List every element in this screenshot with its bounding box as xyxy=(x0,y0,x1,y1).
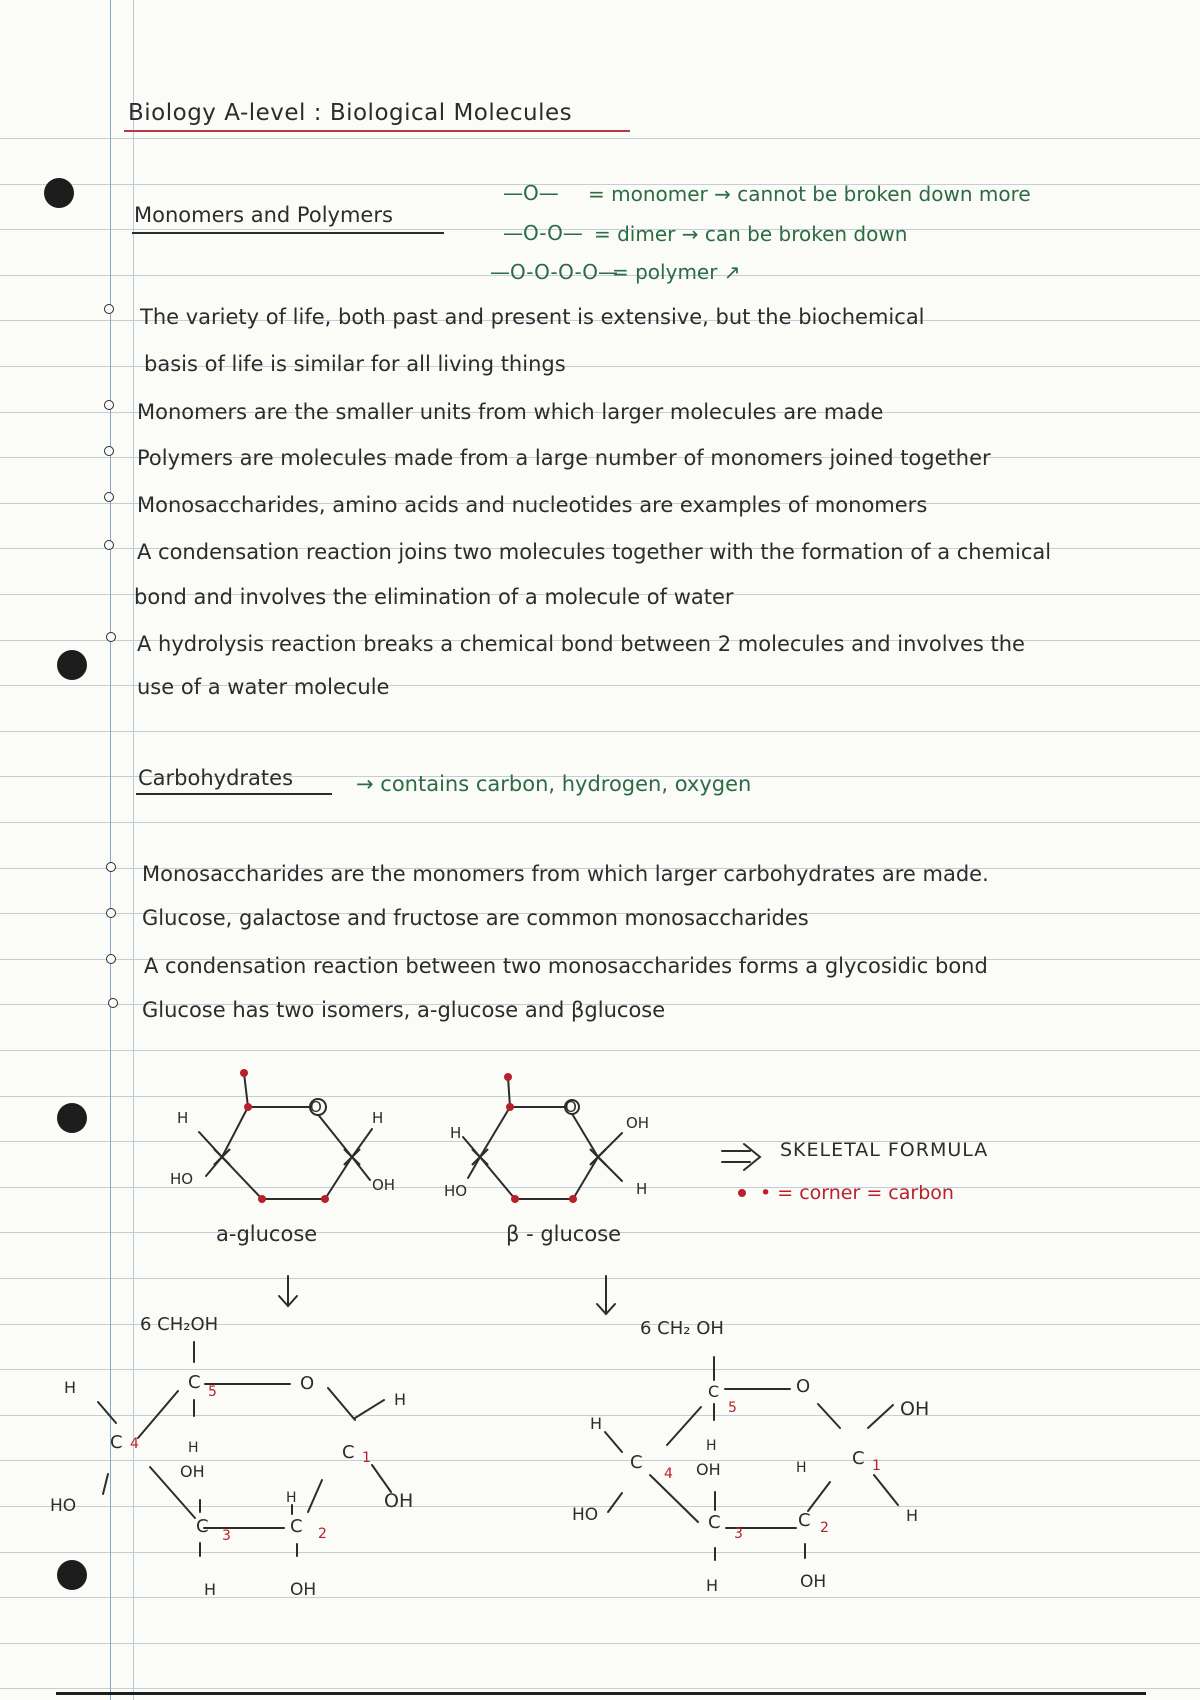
alpha-ring-oxygen-label: O xyxy=(300,1373,315,1394)
legend-text: = monomer → cannot be broken down more xyxy=(588,182,1031,206)
bullet-text: Polymers are molecules made from a large number of monomers joined together xyxy=(137,446,991,470)
bullet-text: Monosaccharides, amino acids and nucleotides are examples of monomers xyxy=(137,493,928,517)
alpha-c1-number: 1 xyxy=(362,1450,371,1466)
bullet-text: A hydrolysis reaction breaks a chemical bond between 2 molecules and involves the xyxy=(137,632,1025,656)
beta-h-c1: H xyxy=(906,1506,919,1525)
bullet-text: Monomers are the smaller units from which larger molecules are made xyxy=(137,400,884,424)
beta-h-outer: H xyxy=(590,1414,603,1433)
bullet-text: A condensation reaction joins two molecules together with the formation of a chemical xyxy=(137,540,1052,564)
bullet-text: A condensation reaction between two monosaccharides forms a glycosidic bond xyxy=(144,954,988,978)
section-heading-carbohydrates: Carbohydrates xyxy=(138,766,294,790)
alpha-h-left-label: H xyxy=(177,1109,189,1127)
alpha-c4: C xyxy=(110,1432,123,1453)
alpha-down-arrow-line xyxy=(279,1276,297,1306)
alpha-h-c1: H xyxy=(394,1390,407,1409)
alpha-ring-o-label: O xyxy=(310,1098,322,1116)
alpha-c3-number: 3 xyxy=(222,1528,231,1544)
bullet-text: Glucose has two isomers, a-glucose and βglucose xyxy=(142,998,666,1022)
beta-ho: HO xyxy=(572,1505,599,1525)
beta-c1: C xyxy=(852,1448,865,1469)
beta-c4: C xyxy=(630,1452,643,1473)
beta-oh-label: OH xyxy=(626,1114,650,1132)
legend-symbol: —O— xyxy=(503,181,559,205)
beta-ho-label: HO xyxy=(444,1182,468,1200)
alpha-h-outer: H xyxy=(64,1378,77,1397)
alpha-ho: HO xyxy=(50,1496,77,1516)
legend-symbol: —O-O-O-O— xyxy=(490,260,618,284)
alpha-h-right-label: H xyxy=(372,1109,384,1127)
beta-c2-number: 2 xyxy=(820,1520,829,1536)
alpha-c2: C xyxy=(290,1516,303,1537)
alpha-h-c2: H xyxy=(286,1490,297,1506)
bullet-text-continued: basis of life is similar for all living things xyxy=(144,352,566,376)
beta-c2: C xyxy=(798,1510,811,1531)
beta-skeletal-ring xyxy=(463,1077,622,1199)
alpha-skeletal-ring xyxy=(199,1073,372,1199)
beta-h-left-label: H xyxy=(450,1124,462,1142)
beta-ring-o-label: O xyxy=(565,1098,577,1116)
bullet-text: Monosaccharides are the monomers from which larger carbohydrates are made. xyxy=(142,862,989,886)
legend-text: = dimer → can be broken down xyxy=(594,222,908,246)
legend-symbol: —O-O— xyxy=(503,221,583,245)
bullet-text-continued: bond and involves the elimination of a molecule of water xyxy=(134,585,734,609)
bullet-text: Glucose, galactose and fructose are common monosaccharides xyxy=(142,906,809,930)
alpha-c3: C xyxy=(196,1516,209,1537)
beta-c4-number: 4 xyxy=(664,1466,673,1482)
beta-glucose-caption: β - glucose xyxy=(506,1222,622,1246)
beta-down-arrow-line xyxy=(597,1276,615,1314)
alpha-ch2oh: 6 CH₂OH xyxy=(140,1314,219,1335)
beta-c5: C xyxy=(708,1382,720,1401)
alpha-c2-number: 2 xyxy=(318,1526,327,1542)
beta-oh-c4: OH xyxy=(696,1460,721,1479)
bullet-text-continued: use of a water molecule xyxy=(137,675,390,699)
alpha-h-c3: H xyxy=(204,1580,217,1599)
beta-h-c3: H xyxy=(706,1576,719,1595)
alpha-oh-c1: OH xyxy=(384,1490,414,1512)
alpha-c5-number: 5 xyxy=(208,1384,217,1400)
alpha-h-c4: H xyxy=(188,1440,199,1456)
bottom-edge-line xyxy=(56,1692,1146,1695)
alpha-oh-c2: OH xyxy=(290,1580,317,1600)
alpha-oh-c4: OH xyxy=(180,1462,205,1481)
beta-oh-c2: OH xyxy=(800,1572,827,1592)
beta-ch2oh: 6 CH₂ OH xyxy=(640,1318,724,1339)
ring-x-marks xyxy=(214,1149,606,1165)
carbohydrates-subtitle: → contains carbon, hydrogen, oxygen xyxy=(356,772,752,796)
beta-c5-number: 5 xyxy=(728,1400,737,1416)
alpha-ho-label: HO xyxy=(170,1170,194,1188)
beta-ring-oxygen-label: O xyxy=(796,1376,811,1397)
skeletal-formula-note: • = corner = carbon xyxy=(760,1182,954,1204)
beta-oh-c1: OH xyxy=(900,1398,930,1420)
alpha-c4-number: 4 xyxy=(130,1436,139,1452)
beta-c3-number: 3 xyxy=(734,1526,743,1542)
alpha-oh-label: OH xyxy=(372,1176,396,1194)
beta-h-c2: H xyxy=(796,1460,807,1476)
skeletal-formula-heading: SKELETAL FORMULA xyxy=(780,1139,989,1161)
page-title: Biology A-level : Biological Molecules xyxy=(128,100,573,126)
alpha-c5: C xyxy=(188,1372,201,1393)
beta-h-c4: H xyxy=(706,1438,717,1454)
alpha-glucose-caption: a-glucose xyxy=(216,1222,318,1246)
alpha-c1: C xyxy=(342,1442,355,1463)
legend-text: = polymer ↗ xyxy=(612,260,741,284)
beta-c3: C xyxy=(708,1512,721,1533)
beta-h-right-label: H xyxy=(636,1180,648,1198)
section-heading-monomers: Monomers and Polymers xyxy=(134,203,393,227)
bullet-text: The variety of life, both past and present is extensive, but the biochemical xyxy=(140,305,925,329)
beta-c1-number: 1 xyxy=(872,1458,881,1474)
